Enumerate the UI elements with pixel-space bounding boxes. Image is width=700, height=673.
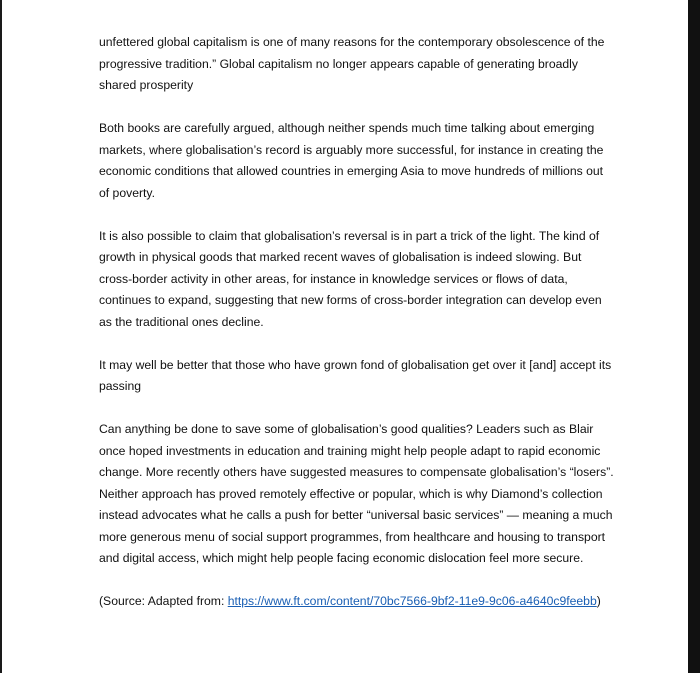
source-prefix: (Source: Adapted from: [99, 594, 228, 608]
source-link[interactable]: https://www.ft.com/content/70bc7566-9bf2-11e9-9c06-a4640c9feebb [227, 594, 597, 608]
paragraph-5: Can anything be done to save some of globalisation’s good qualities? Leaders such as Blair once hoped investments in education and training might help people adapt to rapid economic change. More recently others have suggested measures to compensate globalisation’s “losers”. Neither approach has proved remotely effective or popular, which is why Diamond’s collection instead advocates what he calls a push for better “universal basic services” — meaning a much more generous menu of social support programmes, from healthcare and housing to transport and digital access, which might help people facing economic dislocation feel more secure. [99, 422, 614, 565]
source-citation [99, 591, 614, 613]
article-body [99, 32, 614, 634]
paragraph-3: It is also possible to claim that globalisation’s reversal is in part a trick of the light. The kind of growth in physical goods that marked recent waves of globalisation is indeed slowing. But cross-border activity in other areas, for instance in knowledge services or flows of data, continues to expand, suggesting that new forms of cross-border integration can develop even as the traditional ones decline. [99, 228, 602, 329]
paragraph-2: Both books are carefully argued, although neither spends much time talking about emerging markets, where globalisation’s record is arguably more successful, for instance in creating the economic conditions that allowed countries in emerging Asia to move hundreds of millions out of poverty. [99, 121, 604, 200]
right-window-edge [688, 0, 700, 673]
paragraph-1: unfettered global capitalism is one of many reasons for the contemporary obsolescence of the progressive tradition.” Global capitalism no longer appears capable of generating broadly shared prosperity [99, 35, 605, 92]
source-suffix: ) [596, 594, 601, 608]
paragraph-4: It may well be better that those who have grown fond of globalisation get over it [and] accept its passing [99, 357, 612, 393]
document-page [2, 0, 688, 673]
